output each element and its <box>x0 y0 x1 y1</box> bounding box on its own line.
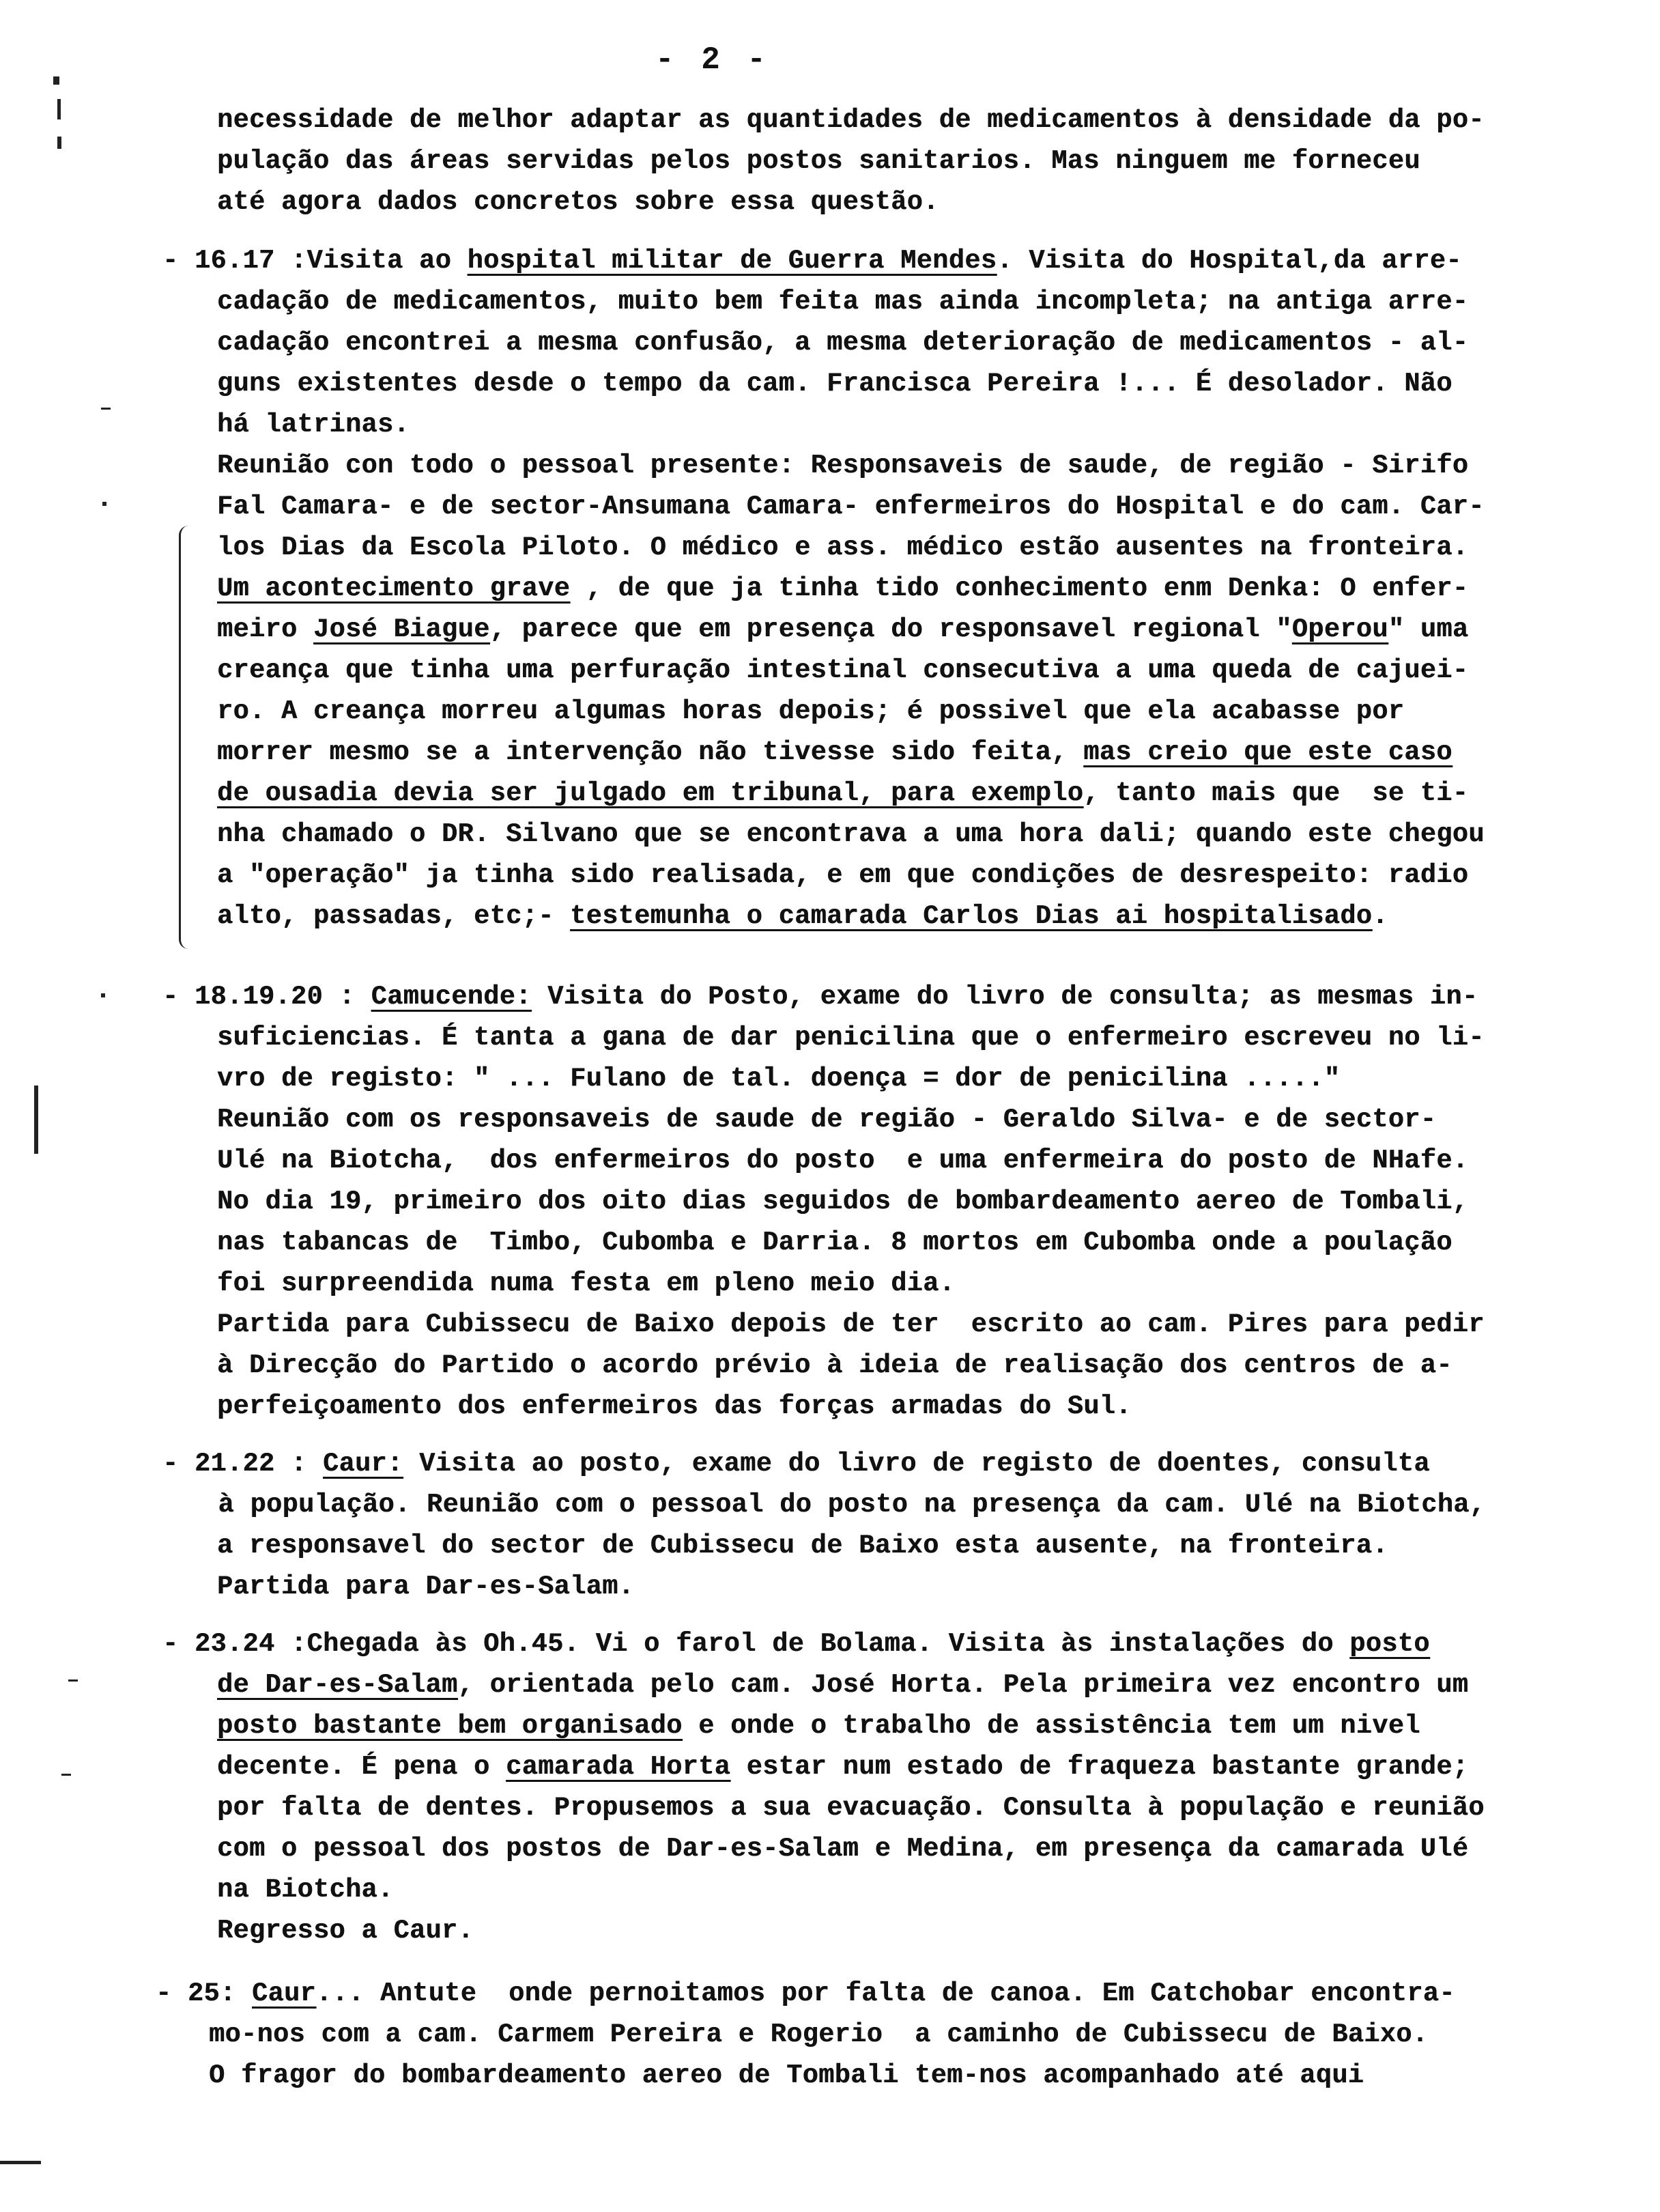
underlined-text: posto <box>1349 1629 1430 1659</box>
text-line: cadação de medicamentos, muito bem feita mas ainda incompleta; na antiga arre- <box>217 287 1469 317</box>
text-line: Um acontecimento grave , de que ja tinha tido conhecimento enm Denka: O enfer- <box>217 573 1469 604</box>
edge-rule <box>0 2161 41 2164</box>
text-line: por falta de dentes. Propusemos a sua evacuação. Consulta à população e reunião <box>217 1793 1485 1823</box>
text-line: posto bastante bem organisado e onde o trabalho de assistência tem um nivel <box>217 1711 1420 1741</box>
text-line: - 18.19.20 : Camucende: Visita do Posto, exame do livro de consulta; as mesmas in- <box>162 982 1478 1012</box>
margin-mark <box>57 137 61 149</box>
text-line: los Dias da Escola Piloto. O médico e ass. médico estão ausentes na fronteira. <box>217 533 1469 563</box>
text-line: O fragor do bombardeamento aereo de Tombali tem-nos acompanhado até aqui <box>209 2060 1364 2090</box>
underlined-text: posto bastante bem organisado <box>217 1711 683 1741</box>
text-line: pulação das áreas servidas pelos postos sanitarios. Mas ninguem me forneceu <box>217 146 1420 176</box>
text-line: com o pessoal dos postos de Dar-es-Salam e Medina, em presença da camarada Ulé <box>217 1834 1469 1864</box>
text-line: meiro José Biague, parece que em presença do responsavel regional "Operou" uma <box>217 614 1469 644</box>
text-line: Reunião con todo o pessoal presente: Responsaveis de saude, de região - Sirifo <box>217 451 1469 481</box>
text-line: cadação encontrei a mesma confusão, a mesma deterioração de medicamentos - al- <box>217 328 1469 358</box>
underlined-text: de ousadia devia ser julgado em tribunal, para exemplo <box>217 778 1084 808</box>
text-line: - 21.22 : Caur: Visita ao posto, exame do livro de registo de doentes, consulta <box>162 1449 1430 1479</box>
margin-mark <box>57 99 61 119</box>
underlined-text: Operou <box>1291 614 1388 644</box>
text-line: No dia 19, primeiro dos oito dias seguidos de bombardeamento aereo de Tombali, <box>217 1187 1469 1217</box>
underlined-text: testemunha o camarada Carlos Dias ai hospitalisado <box>570 901 1373 931</box>
text-line: de Dar-es-Salam, orientada pelo cam. José Horta. Pela primeira vez encontro um <box>217 1670 1469 1700</box>
text-line: mo-nos com a cam. Carmem Pereira e Rogerio a caminho de Cubissecu de Baixo. <box>209 2019 1429 2050</box>
text-line: Partida para Dar-es-Salam. <box>217 1572 635 1602</box>
underlined-text: camarada Horta <box>506 1752 731 1782</box>
text-line: - 16.17 :Visita ao hospital militar de Guerra Mendes. Visita do Hospital,da arre- <box>162 246 1462 276</box>
margin-mark <box>34 1086 38 1154</box>
text-line: guns existentes desde o tempo da cam. Francisca Pereira !... É desolador. Não <box>217 369 1452 399</box>
margin-bracket <box>179 526 192 949</box>
underlined-text: Camucende: <box>371 982 532 1012</box>
text-line: Fal Camara- e de sector-Ansumana Camara- enfermeiros do Hospital e do cam. Car- <box>217 492 1485 522</box>
text-line: creança que tinha uma perfuração intestinal consecutiva a uma queda de cajuei- <box>217 655 1469 685</box>
margin-mark <box>101 408 111 410</box>
underlined-text: de Dar-es-Salam <box>217 1670 458 1700</box>
underlined-text: mas creio que este caso <box>1083 737 1452 767</box>
text-line: - 25: Caur... Antute onde pernoitamos por falta de canoa. Em Catchobar encontra- <box>156 1979 1455 2009</box>
text-line: alto, passadas, etc;- testemunha o camarada Carlos Dias ai hospitalisado. <box>217 901 1388 931</box>
text-line: suficiencias. É tanta a gana de dar penicilina que o enfermeiro escreveu no li- <box>217 1023 1485 1053</box>
underlined-text: José Biague <box>313 614 490 644</box>
text-line: nas tabancas de Timbo, Cubomba e Darria. 8 mortos em Cubomba onde a poulação <box>217 1228 1452 1258</box>
text-line: Reunião com os responsaveis de saude de região - Geraldo Silva- e de sector- <box>217 1105 1437 1135</box>
text-line: necessidade de melhor adaptar as quantidades de medicamentos à densidade da po- <box>217 105 1485 135</box>
margin-mark <box>102 502 106 506</box>
underlined-text: Caur: <box>323 1449 403 1479</box>
margin-mark <box>53 76 59 85</box>
underlined-text: hospital militar de Guerra Mendes <box>467 246 997 276</box>
margin-mark <box>68 1679 78 1682</box>
margin-mark <box>101 993 105 997</box>
text-line: na Biotcha. <box>217 1875 394 1905</box>
text-line: nha chamado o DR. Silvano que se encontrava a uma hora dali; quando este chegou <box>217 819 1485 849</box>
text-line: vro de registo: " ... Fulano de tal. doença = dor de penicilina ....." <box>217 1064 1341 1094</box>
text-line: Regresso a Caur. <box>217 1916 474 1946</box>
text-line: até agora dados concretos sobre essa questão. <box>217 187 939 217</box>
text-line: a responsavel do sector de Cubissecu de Baixo esta ausente, na fronteira. <box>217 1531 1388 1561</box>
text-line: decente. É pena o camarada Horta estar num estado de fraqueza bastante grande; <box>217 1752 1469 1782</box>
margin-mark <box>61 1774 71 1776</box>
text-line: Ulé na Biotcha, dos enfermeiros do posto e uma enfermeira do posto de NHafe. <box>217 1146 1469 1176</box>
text-line: de ousadia devia ser julgado em tribunal, para exemplo, tanto mais que se ti- <box>217 778 1469 808</box>
text-line: morrer mesmo se a intervenção não tivesse sido feita, mas creio que este caso <box>217 737 1452 767</box>
text-line: - 23.24 :Chegada às Oh.45. Vi o farol de Bolama. Visita às instalações do posto <box>162 1629 1430 1659</box>
text-line: à população. Reunião com o pessoal do posto na presença da cam. Ulé na Biotcha, <box>202 1490 1486 1520</box>
text-line: Partida para Cubissecu de Baixo depois de ter escrito ao cam. Pires para pedir <box>217 1309 1485 1339</box>
underlined-text: Caur <box>252 1979 317 2009</box>
text-line: à Direcção do Partido o acordo prévio à ideia de realisação dos centros de a- <box>217 1350 1452 1380</box>
underlined-text: Um acontecimento grave <box>217 573 571 604</box>
text-line: ro. A creança morreu algumas horas depois; é possivel que ela acabasse por <box>217 696 1405 726</box>
text-line: a "operação" ja tinha sido realisada, e em que condições de desrespeito: radio <box>217 860 1469 890</box>
text-line: perfeiçoamento dos enfermeiros das forças armadas do Sul. <box>217 1391 1132 1421</box>
text-line: há latrinas. <box>217 410 410 440</box>
page-number: - 2 - <box>655 42 771 78</box>
text-line: foi surpreendida numa festa em pleno meio dia. <box>217 1268 956 1299</box>
